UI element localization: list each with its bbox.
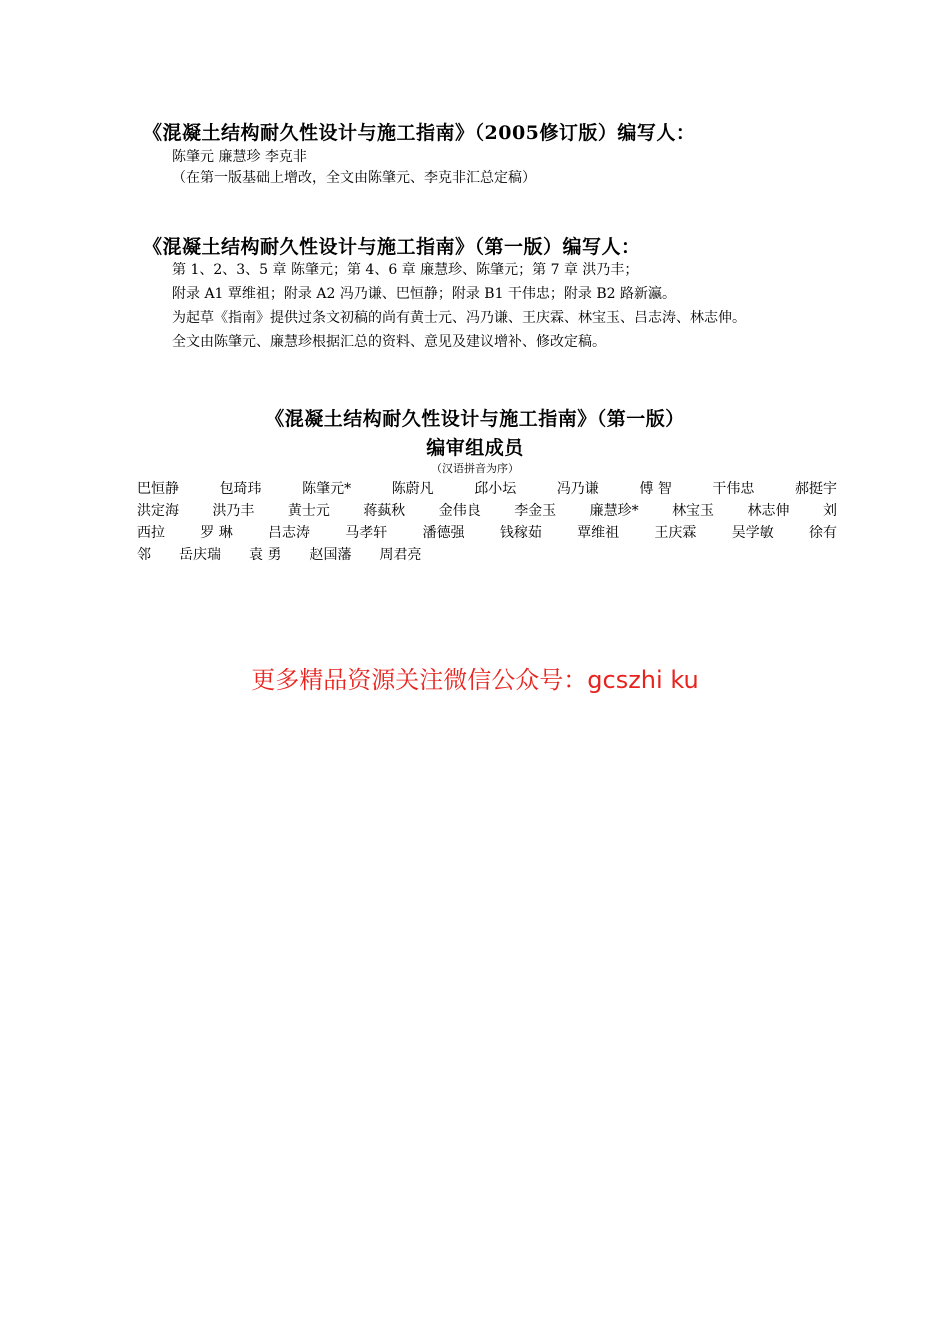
member-name: 林志伸 xyxy=(747,503,790,519)
heading-first-edition: 《混凝土结构耐久性设计与施工指南》（第一版）编写人： xyxy=(143,236,641,258)
member-row xyxy=(137,500,837,522)
member-row xyxy=(137,478,837,500)
member-name: 蒋蓺秋 xyxy=(363,503,406,519)
member-name: 洪定海 xyxy=(137,503,179,519)
member-name: 潘德强 xyxy=(422,525,465,541)
member-name: 邱小坛 xyxy=(474,481,517,497)
committee-subtitle: 编审组成员 xyxy=(426,437,524,459)
member-name: 郝挺宇 xyxy=(794,481,837,497)
order-note: （汉语拼音为序） xyxy=(431,462,519,475)
heading-2005-edition: 《混凝土结构耐久性设计与施工指南》（2005修订版）编写人： xyxy=(143,122,696,144)
promo-text: 更多精品资源关注微信公众号：gcszhi ku xyxy=(251,666,699,694)
member-name: 陈肇元* xyxy=(302,481,352,497)
first-edition-line: 全文由陈肇元、廉慧珍根据汇总的资料、意见及建议增补、修改定稿。 xyxy=(172,334,606,350)
member-name: 王庆霖 xyxy=(654,525,697,541)
note-2005: （在第一版基础上增改，全文由陈肇元、李克非汇总定稿） xyxy=(172,170,536,186)
member-name: 徐有 xyxy=(808,525,837,541)
member-name: 廉慧珍* xyxy=(589,503,639,519)
first-edition-line: 附录 A1 覃维祖；附录 A2 冯乃谦、巴恒静；附录 B1 干伟忠；附录 B2 路新瀛。 xyxy=(172,286,677,302)
member-row xyxy=(137,544,837,566)
member-name: 西拉 xyxy=(137,525,165,541)
member-name: 金伟良 xyxy=(438,503,481,519)
member-name: 黄士元 xyxy=(287,503,330,519)
member-name: 包琦玮 xyxy=(219,481,262,497)
member-name: 林宝玉 xyxy=(672,503,715,519)
first-edition-line: 为起草《指南》提供过条文初稿的尚有黄士元、冯乃谦、王庆霖、林宝玉、吕志涛、林志伸。 xyxy=(172,310,746,326)
member-name: 岳庆瑞 xyxy=(179,547,221,563)
first-edition-line: 第 1、2、3、5 章 陈肇元；第 4、6 章 廉慧珍、陈肇元；第 7 章 洪乃丰； xyxy=(172,262,639,278)
member-name: 傅 智 xyxy=(639,481,672,497)
member-name: 邻 xyxy=(137,547,151,563)
member-name: 李金玉 xyxy=(514,503,557,519)
member-name: 吴学敏 xyxy=(731,525,774,541)
member-name: 陈蔚凡 xyxy=(391,481,434,497)
member-name: 洪乃丰 xyxy=(212,503,255,519)
member-name: 刘 xyxy=(822,503,837,519)
member-name: 袁 勇 xyxy=(249,547,282,563)
committee-title: 《混凝土结构耐久性设计与施工指南》（第一版） xyxy=(265,408,685,430)
member-name: 冯乃谦 xyxy=(556,481,599,497)
member-name: 马孝轩 xyxy=(345,525,388,541)
member-name: 钱稼茹 xyxy=(499,525,542,541)
authors-2005: 陈肇元 廉慧珍 李克非 xyxy=(172,149,307,165)
member-name: 覃维祖 xyxy=(577,525,620,541)
member-name: 吕志涛 xyxy=(268,525,311,541)
member-name: 干伟忠 xyxy=(712,481,755,497)
member-name: 赵国藩 xyxy=(309,547,352,563)
member-row xyxy=(137,522,837,544)
member-name: 周君亮 xyxy=(379,547,422,563)
member-list xyxy=(137,478,837,566)
member-name: 巴恒静 xyxy=(137,481,179,497)
member-name: 罗 琳 xyxy=(200,525,233,541)
